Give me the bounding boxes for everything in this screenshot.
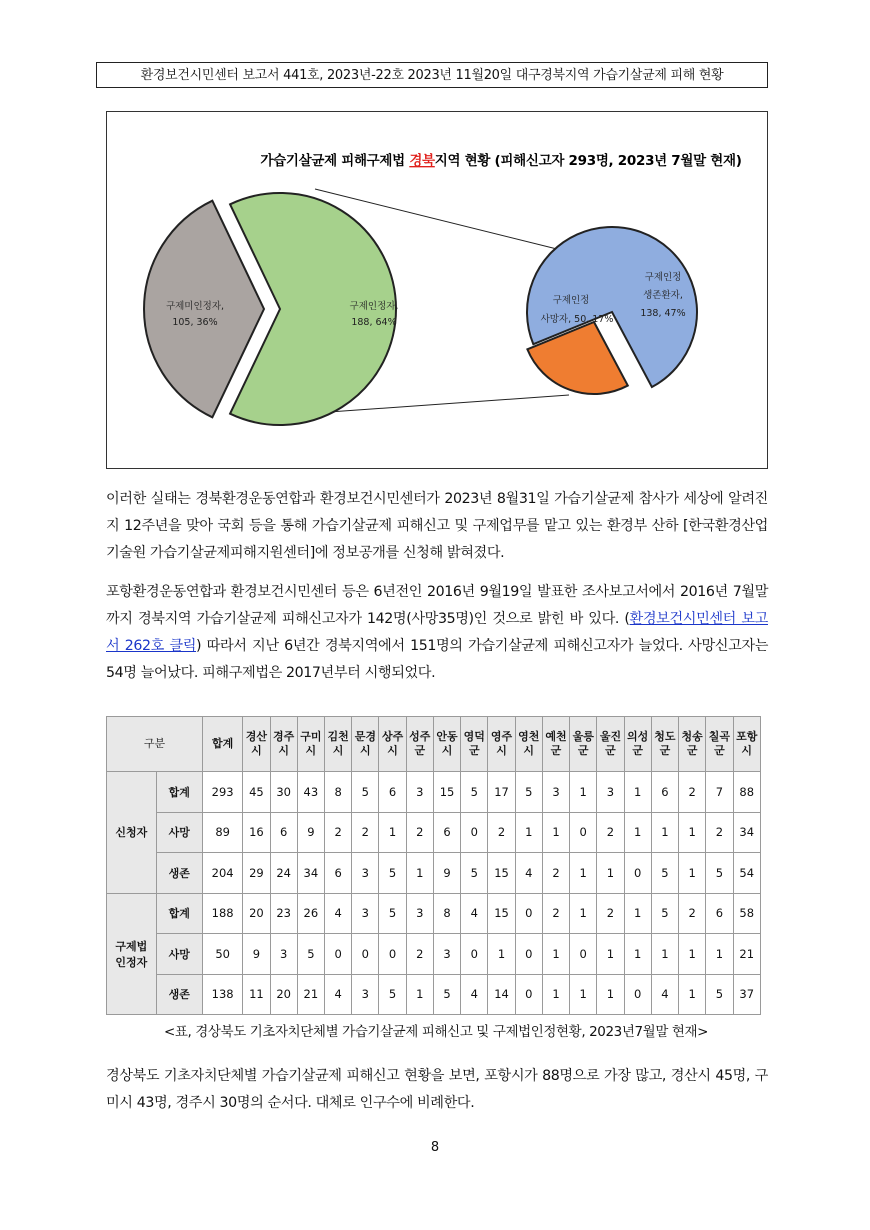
table-cell: 1	[679, 974, 706, 1015]
table-cell: 11	[243, 974, 270, 1015]
pie-chart-svg	[107, 112, 769, 470]
table-cell: 9	[297, 812, 324, 853]
table-cell: 6	[651, 772, 678, 813]
table-caption: <표, 경상북도 기초자치단체별 가습기살균제 피해신고 및 구제법인정현황, 2023년7월말 현재>	[163, 1024, 709, 1040]
table-cell: 24	[270, 853, 297, 894]
column-header-line: 청도	[654, 730, 676, 743]
column-header	[203, 717, 243, 772]
table-cell: 26	[297, 893, 324, 934]
column-header-line: 시	[360, 744, 371, 757]
column-header-line: 군	[632, 744, 643, 757]
table-cell: 37	[733, 974, 761, 1015]
table-cell: 20	[243, 893, 270, 934]
table-cell: 2	[542, 893, 569, 934]
table-cell: 1	[597, 934, 624, 975]
table-cell: 1	[542, 934, 569, 975]
table-cell: 3	[352, 853, 379, 894]
table-cell: 0	[624, 853, 651, 894]
table-cell: 21	[297, 974, 324, 1015]
table-cell: 5	[379, 974, 406, 1015]
table-cell: 1	[624, 934, 651, 975]
table-cell: 3	[270, 934, 297, 975]
table-cell: 23	[270, 893, 297, 934]
table-cell: 0	[515, 974, 542, 1015]
column-header-line: 울릉	[572, 730, 594, 743]
column-header-line: 시	[523, 744, 535, 757]
column-header-line: 청송	[681, 730, 703, 743]
column-header	[706, 717, 733, 772]
column-header-line: 울진	[599, 730, 622, 743]
column-header	[733, 717, 761, 772]
column-header-line: 경주	[273, 730, 295, 743]
region-damage-table	[106, 716, 761, 1015]
table-cell: 6	[433, 812, 460, 853]
column-header-line: 군	[659, 744, 671, 757]
table-cell: 1	[379, 812, 406, 853]
table-cell: 5	[706, 853, 733, 894]
table-cell: 9	[433, 853, 460, 894]
table-cell: 2	[406, 812, 433, 853]
table-cell: 5	[379, 893, 406, 934]
group-label	[107, 772, 157, 894]
table-cell: 8	[324, 772, 351, 813]
table-cell: 5	[433, 974, 460, 1015]
column-header	[651, 717, 678, 772]
table-cell: 2	[324, 812, 351, 853]
table-cell: 30	[270, 772, 297, 813]
column-header-line: 군	[468, 744, 480, 757]
table-cell: 0	[570, 934, 597, 975]
table-cell: 15	[433, 772, 460, 813]
table-cell: 1	[651, 934, 678, 975]
table-cell: 0	[515, 893, 542, 934]
slice-label-recognized-1: 구제인정자,	[349, 301, 399, 312]
column-header-line: 시	[332, 744, 344, 757]
table-row	[107, 772, 761, 813]
column-header-line: 영주	[490, 730, 513, 743]
table-cell: 5	[297, 934, 324, 975]
table-cell: 188	[203, 893, 243, 934]
table-cell: 1	[706, 934, 733, 975]
column-header-line: 영천	[518, 730, 540, 743]
column-header-line: 시	[496, 744, 507, 757]
chart-title-part1: 가습기살균제 피해구제법	[260, 153, 410, 169]
table-cell: 9	[243, 934, 270, 975]
column-header	[433, 717, 460, 772]
row-label: 사망	[156, 934, 202, 975]
table-cell: 2	[597, 893, 624, 934]
table-cell: 43	[297, 772, 324, 813]
column-header	[515, 717, 542, 772]
table-cell: 0	[624, 974, 651, 1015]
table-cell: 1	[624, 893, 651, 934]
table-cell: 58	[733, 893, 761, 934]
column-header	[406, 717, 433, 772]
table-cell: 2	[406, 934, 433, 975]
column-header	[597, 717, 624, 772]
column-header-line: 영덕	[463, 730, 485, 743]
slice-label-recognized-2: 188, 64%	[351, 317, 397, 328]
table-cell: 1	[406, 974, 433, 1015]
table-cell: 1	[624, 812, 651, 853]
table-cell: 4	[651, 974, 678, 1015]
table-cell: 5	[461, 772, 488, 813]
table-cell: 45	[243, 772, 270, 813]
table-cell: 2	[542, 853, 569, 894]
table-cell: 6	[324, 853, 351, 894]
slice-label-unrecognized-2: 105, 36%	[172, 317, 218, 328]
table-cell: 29	[243, 853, 270, 894]
table-cell: 6	[379, 772, 406, 813]
table-cell: 89	[203, 812, 243, 853]
column-header-line: 안동	[436, 730, 458, 743]
column-header-line: 군	[605, 744, 616, 757]
table-cell: 5	[515, 772, 542, 813]
table-cell: 34	[733, 812, 761, 853]
table-cell: 4	[461, 893, 488, 934]
column-header	[270, 717, 297, 772]
report-262-link[interactable]: 환경보건시민센터 보고서 262호 클릭	[106, 611, 768, 654]
column-header	[379, 717, 406, 772]
table-cell: 0	[515, 934, 542, 975]
column-header	[679, 717, 706, 772]
slice-label-survivor-3: 138, 47%	[640, 308, 686, 319]
table-cell: 3	[352, 974, 379, 1015]
table-cell: 1	[679, 853, 706, 894]
table-cell: 1	[406, 853, 433, 894]
table-cell: 3	[406, 893, 433, 934]
column-header	[542, 717, 569, 772]
column-header-line: 포항	[736, 730, 758, 743]
column-header-line: 구미	[300, 730, 322, 743]
column-header-line: 시	[251, 744, 262, 757]
table-cell: 1	[597, 853, 624, 894]
chart-title-part2: 지역 현황 (피해신고자 293명, 2023년 7월말 현재)	[434, 153, 742, 169]
table-cell: 3	[406, 772, 433, 813]
column-header	[324, 717, 351, 772]
table-cell: 6	[270, 812, 297, 853]
column-header	[624, 717, 651, 772]
slice-label-deceased-2: 사망자, 50, 17%	[540, 314, 614, 325]
table-cell: 5	[352, 772, 379, 813]
table-cell: 3	[433, 934, 460, 975]
table-cell: 6	[706, 893, 733, 934]
slice-label-unrecognized-1: 구제미인정자,	[165, 301, 225, 312]
column-header-line: 군	[414, 744, 426, 757]
column-header-line: 의성	[627, 730, 649, 743]
group-label	[107, 893, 157, 1015]
column-header	[461, 717, 488, 772]
table-cell: 20	[270, 974, 297, 1015]
table-cell: 2	[679, 893, 706, 934]
table-cell: 138	[203, 974, 243, 1015]
row-label: 합계	[156, 893, 202, 934]
table-cell: 1	[651, 812, 678, 853]
column-header-line: 합계	[212, 737, 234, 750]
column-header	[297, 717, 324, 772]
table-cell: 5	[651, 853, 678, 894]
row-label: 합계	[156, 772, 202, 813]
group-label-line: 구제법	[115, 939, 148, 953]
table-cell: 1	[679, 812, 706, 853]
report-header: 환경보건시민센터 보고서 441호, 2023년-22호 2023년 11월20일 대구경북지역 가습기살균제 피해 현황	[96, 62, 768, 88]
column-header-line: 경산	[245, 730, 268, 743]
table-cell: 50	[203, 934, 243, 975]
table-cell: 16	[243, 812, 270, 853]
column-header-line: 시	[387, 744, 398, 757]
table-cell: 0	[352, 934, 379, 975]
column-header-line: 시	[305, 744, 317, 757]
table-cell: 34	[297, 853, 324, 894]
paragraph-2-text-a: 포항환경운동연합과 환경보건시민센터 등은 6년전인 2016년 9월19일 발표한 조사보고서에서 2016년 7월말까지 경북지역 가습기살균제 피해신고자가 142명(사망35명)인 것으로 밝힌 바 있다. (	[106, 584, 768, 627]
table-cell: 1	[679, 934, 706, 975]
slice-label-survivor-2: 생존환자,	[643, 290, 683, 301]
chart-title-highlight: 경북	[409, 153, 435, 169]
table-cell: 15	[488, 853, 515, 894]
row-label: 사망	[156, 812, 202, 853]
table-cell: 4	[324, 893, 351, 934]
table-cell: 293	[203, 772, 243, 813]
table-cell: 2	[706, 812, 733, 853]
table-cell: 5	[379, 853, 406, 894]
column-header-line: 군	[577, 744, 589, 757]
column-header-line: 성주	[409, 730, 431, 743]
group-label-line: 신청자	[115, 826, 148, 840]
table-row	[107, 812, 761, 853]
table-cell: 4	[324, 974, 351, 1015]
table-cell: 1	[542, 812, 569, 853]
table-row	[107, 893, 761, 934]
table-cell: 88	[733, 772, 761, 813]
table-row	[107, 934, 761, 975]
table-cell: 5	[706, 974, 733, 1015]
table-cell: 0	[461, 812, 488, 853]
table-cell: 17	[488, 772, 515, 813]
table-cell: 1	[570, 853, 597, 894]
table-cell: 3	[542, 772, 569, 813]
paragraph-3: 경상북도 기초자치단체별 가습기살균제 피해신고 현황을 보면, 포항시가 88명으로 가장 많고, 경산시 45명, 구미시 43명, 경주시 30명의 순서다. 대체로 인구수에 비례한다.	[106, 1068, 768, 1111]
column-header	[570, 717, 597, 772]
table-cell: 2	[352, 812, 379, 853]
column-header-line: 김천	[327, 730, 349, 743]
table-cell: 0	[461, 934, 488, 975]
chart-title	[260, 152, 741, 169]
paragraph-1: 이러한 실태는 경북환경운동연합과 환경보건시민센터가 2023년 8월31일 가습기살균제 참사가 세상에 알려진 지 12주년을 맞아 국회 등을 통해 가습기살균제 피해신고 및 구제업무를 맡고 있는 환경부 산하 [한국환경산업기술원 가습기살균제피해지원센터]에 정보공개를 신청해 밝혀졌다.	[106, 491, 768, 561]
column-header-line: 군	[550, 744, 562, 757]
column-header	[488, 717, 515, 772]
table-cell: 1	[597, 974, 624, 1015]
table-cell: 1	[570, 772, 597, 813]
table-cell: 1	[488, 934, 515, 975]
row-label: 생존	[156, 974, 202, 1015]
table-cell: 5	[461, 853, 488, 894]
column-header	[243, 717, 270, 772]
column-header-line: 군	[714, 744, 725, 757]
paragraph-2	[106, 579, 768, 687]
column-header-line: 군	[686, 744, 698, 757]
page-number: 8	[430, 1140, 440, 1155]
paragraph-2-text-b: ) 따라서 지난 6년간 경북지역에서 151명의 가습기살균제 피해신고자가 늘었다. 사망신고자는 54명 늘어났다. 피해구제법은 2017년부터 시행되었다.	[106, 638, 768, 681]
table-cell: 2	[597, 812, 624, 853]
table-cell: 3	[597, 772, 624, 813]
table-cell: 4	[515, 853, 542, 894]
column-header-line: 시	[741, 744, 753, 757]
column-header-line: 문경	[354, 730, 376, 743]
table-cell: 8	[433, 893, 460, 934]
slice-label-survivor-1: 구제인정	[644, 272, 682, 283]
table-cell: 3	[352, 893, 379, 934]
column-header-line: 칠곡	[708, 730, 731, 743]
column-header-line: 상주	[381, 730, 404, 743]
group-label-line: 인정자	[115, 955, 148, 969]
column-header-line: 시	[441, 744, 453, 757]
table-cell: 7	[706, 772, 733, 813]
table-cell: 0	[570, 812, 597, 853]
table-cell: 21	[733, 934, 761, 975]
row-label: 생존	[156, 853, 202, 894]
table-cell: 4	[461, 974, 488, 1015]
table-cell: 204	[203, 853, 243, 894]
table-cell: 2	[679, 772, 706, 813]
column-header	[352, 717, 379, 772]
table-cell: 54	[733, 853, 761, 894]
table-cell: 5	[651, 893, 678, 934]
header-gubun: 구분	[107, 717, 203, 772]
slice-label-deceased-1: 구제인정	[552, 295, 590, 306]
table-row	[107, 974, 761, 1015]
pie-chart-figure	[106, 111, 768, 469]
table-cell: 14	[488, 974, 515, 1015]
table-cell: 15	[488, 893, 515, 934]
table-cell: 0	[324, 934, 351, 975]
table-cell: 1	[542, 974, 569, 1015]
column-header-line: 예천	[545, 730, 567, 743]
table-cell: 1	[515, 812, 542, 853]
table-row	[107, 853, 761, 894]
table-cell: 2	[488, 812, 515, 853]
table-cell: 0	[379, 934, 406, 975]
table-cell: 1	[570, 893, 597, 934]
table-cell: 1	[624, 772, 651, 813]
column-header-line: 시	[278, 744, 289, 757]
table-cell: 1	[570, 974, 597, 1015]
